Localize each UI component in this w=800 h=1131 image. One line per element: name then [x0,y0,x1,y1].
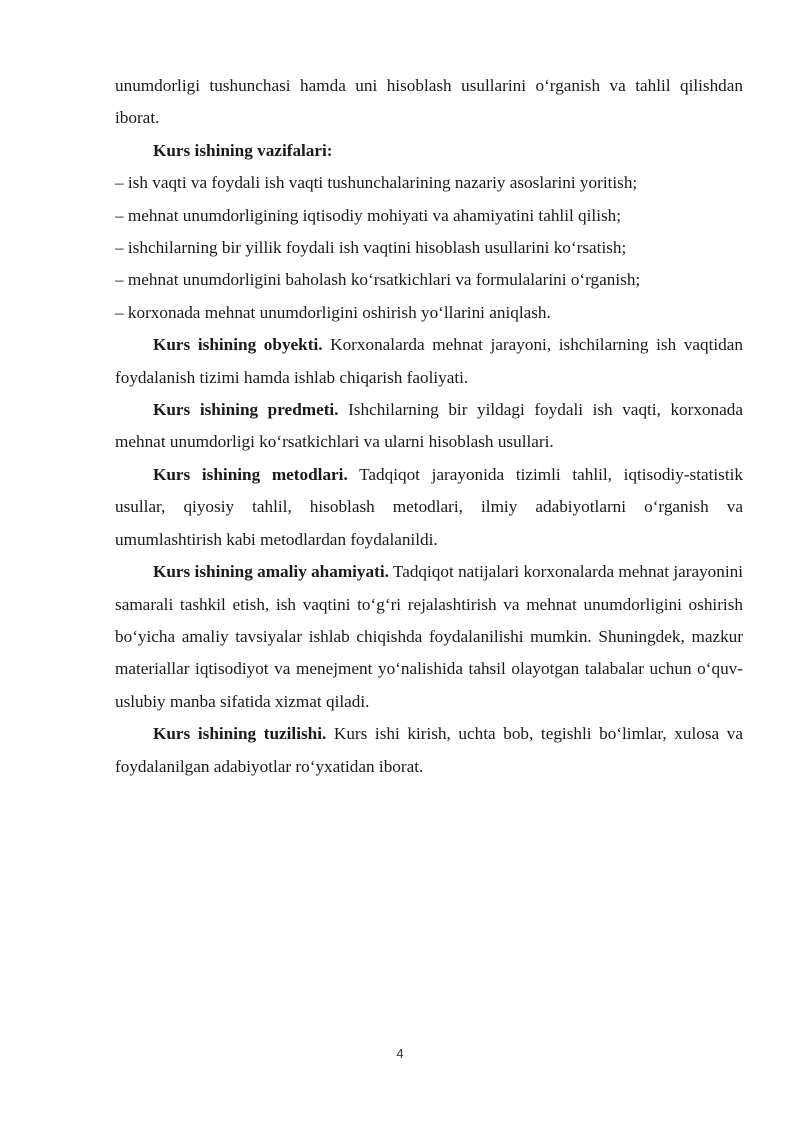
structure-text: Kurs ishi kirish, uchta bob, tegishli bo‘limlar, xulosa va foydalanilgan adabiyotlar ro‘yxatidan iborat. [115,724,743,776]
task-item-3: – ishchilarning bir yillik foydali ish vaqtini hisoblash usullarini ko‘rsatish; [115,238,627,258]
task-item-4: – mehnat unumdorligini baholash ko‘rsatkichlari va formulalarini o‘rganish; [115,270,641,290]
subject-label: Kurs ishining predmeti. [153,400,339,420]
task-item-2: – mehnat unumdorligining iqtisodiy mohiyati va ahamiyatini tahlil qilish; [115,205,622,225]
tasks-heading: Kurs ishining vazifalari: [153,140,333,160]
methods-paragraph [115,459,743,556]
object-label: Kurs ishining obyekti. [153,335,323,355]
task-item-1: – ish vaqti va foydali ish vaqti tushunchalarining nazariy asoslarini yoritish; [115,173,638,193]
practical-label: Kurs ishining amaliy ahamiyati. [153,562,389,582]
page-number: 4 [396,1046,404,1061]
subject-text: Ishchilarning bir yildagi foydali ish vaqti, korxonada mehnat unumdorligi ko‘rsatkichlari va ularni hisoblash usullari. [115,400,743,452]
task-item-5: – korxonada mehnat unumdorligini oshirish yo‘llarini aniqlash. [115,302,551,322]
practical-paragraph [115,556,743,718]
object-text: Korxonalarda mehnat jarayoni, ishchilarning ish vaqtidan foydalanish tizimi hamda ishlab chiqarish faoliyati. [115,335,743,387]
intro-paragraph-tail: unumdorligi tushunchasi hamda uni hisoblash usullarini o‘rganish va tahlil qilishdan iborat. [115,76,743,128]
subject-paragraph [115,394,743,459]
object-paragraph [115,329,743,394]
structure-label: Kurs ishining tuzilishi. [153,724,327,744]
document-page [115,70,743,783]
methods-label: Kurs ishining metodlari. [153,464,348,484]
structure-paragraph [115,718,743,783]
methods-text: Tadqiqot jarayonida tizimli tahlil, iqtisodiy-statistik usullar, qiyosiy tahlil, hisoblash metodlari, ilmiy adabiyotlarni o‘rganish va umumlashtirish kabi metodlardan foydalanildi. [115,464,743,549]
practical-text: Tadqiqot natijalari korxonalarda mehnat jarayonini samarali tashkil etish, ish vaqtini to‘g‘ri rejalashtirish va mehnat unumdorligini oshirish bo‘yicha amaliy tavsiyalar ishlab chiqishda foydalanilishi mumkin. Shuningdek, mazkur materiallar iqtisodiyot va menejment yo‘nalishida tahsil olayotgan talabalar uchun o‘quv-uslubiy manba sifatida xizmat qiladi. [115,562,743,711]
